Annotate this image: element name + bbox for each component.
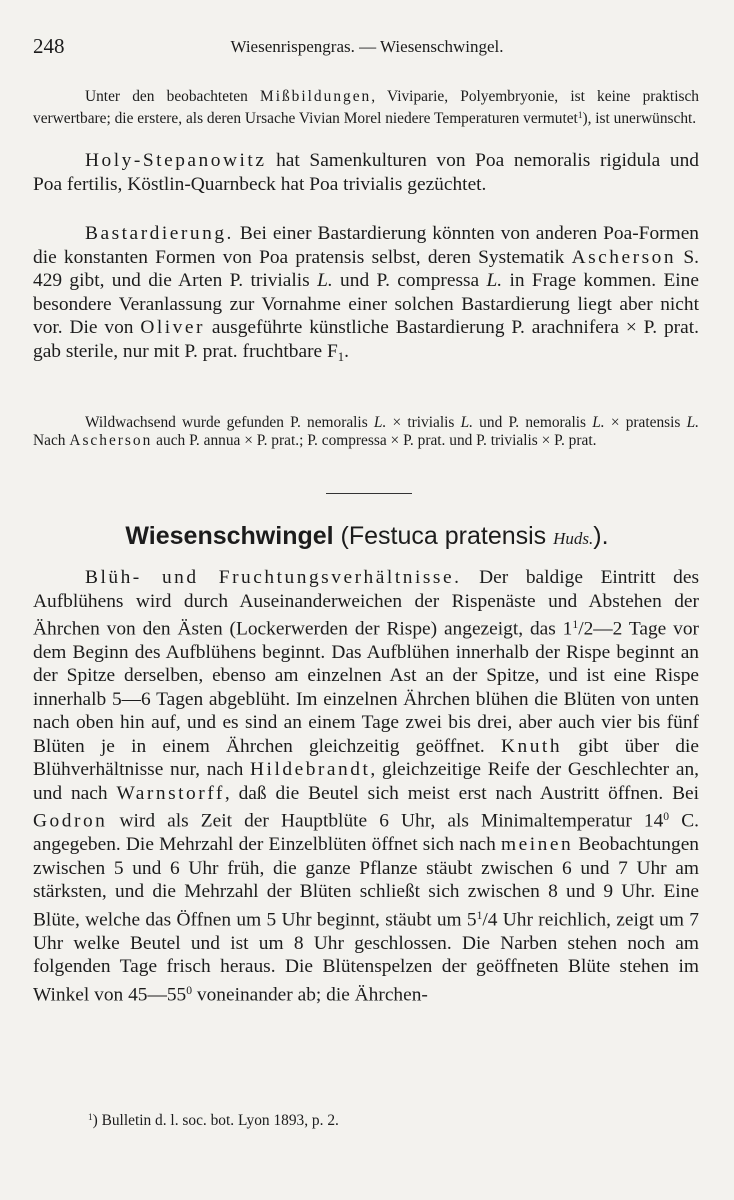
paragraph-hybridization: Bastardierung. Bei einer Bastardierung könnten von anderen Poa-Formen die konstanten Formen von Poa pratensis selbst, deren Systematik Ascherson S. 429 gibt, und die Arten P. trivialis L. und P. compressa L. in Frage kommen. Eine besondere Veranlassung zur Vornahme einer solchen Bastardierung liegt aber nicht vor. Die von Oliver ausgeführte künstliche Bastardierung P. arachnifera × P. prat. gab sterile, nur mit P. prat. fruchtbare $F_1$. xyxy=(33,223,699,364)
footnote-marker: 1 xyxy=(88,1112,93,1122)
emphasis-meinen: meinen xyxy=(500,834,574,856)
author-name: Hildebrandt xyxy=(250,759,371,781)
footnote-ref: 1 xyxy=(577,110,583,120)
section-divider xyxy=(326,493,412,494)
author-name: Warnstorff xyxy=(116,782,225,804)
heading-author: Huds. xyxy=(553,529,594,548)
term-missbildungen: Mißbildungen xyxy=(260,88,372,105)
paragraph-malformations: Unter den beobachteten Mißbildungen, Viviparie, Polyembryonie, ist keine praktisch verwertbare; die erstere, als deren Ursache Vivian Morel niedere Temperaturen vermutet$^1$), ist unerwünscht. xyxy=(33,88,699,128)
heading-title: Wiesenschwingel xyxy=(125,522,334,550)
page-number: 248 xyxy=(33,34,65,58)
author-name: Godron xyxy=(33,810,108,832)
footnote: $^1$) Bulletin d. l. soc. bot. Lyon 1893, p. 2. xyxy=(88,1112,339,1130)
section-heading: Wiesenschwingel (Festuca pratensis Huds.). xyxy=(125,522,609,550)
author-name: Ascherson xyxy=(571,246,677,268)
paragraph-seed-cultures: Holy-Stepanowitz hat Samenkulturen von Poa nemoralis rigidula und Poa fertilis, Köstlin-Quarnbeck hat Poa trivialis gezüchtet. xyxy=(33,150,699,195)
running-title: Wiesenrispengras. — Wiesenschwingel. xyxy=(230,37,504,56)
author-name: Holy-Stepanowitz xyxy=(85,150,267,171)
page-header xyxy=(33,34,701,60)
author-name: Oliver xyxy=(140,317,205,338)
author-name: Knuth xyxy=(500,735,563,757)
section-term: Blüh- und Fruchtungsverhältnisse. xyxy=(85,567,462,588)
paragraph-wild-hybrids: Wildwachsend wurde gefunden P. nemoralis L. × trivialis L. und P. nemoralis L. × pratensis L. Nach Ascherson auch P. annua × P. prat.; P. compressa × P. prat. und P. trivialis × P. prat. xyxy=(33,414,700,449)
paragraph-flowering: Blüh- und Fruchtungsverhältnisse. Der baldige Eintritt des Aufblühens wird durch Auseinanderweichen der Rispenäste und Abstehen der Ährchen von den Ästen (Lockerwerden der Rispe) angezeigt, das $1^1/2—2$ Tage vor dem Beginn des Aufblühens beginnt. Das Aufblühen innerhalb der Rispe beginnt an der Spitze derselben, ebenso am einzelnen Ast an der Spitze, und ist eine Rispe innerhalb 5—6 Tagen abgeblüht. Im einzelnen Ährchen blühen die Blüten von unten nach oben hin auf, und es sind an einem Tage zwei bis drei, aber auch vier bis fünf Blüten je in einem Ährchen gleichzeitig geöffnet. Knuth gibt über die Blühverhältnisse nur, nach Hildebrandt, gleichzeitige Reife der Geschlechter an, und nach Warnstorff, daß die Beutel sich meist erst nach Austritt öffnen. Bei Godron wird als Zeit der Hauptblüte 6 Uhr, als Minimaltemperatur $14^0$ C. angegeben. Die Mehrzahl der Einzelblüten öffnet sich nach meinen Beobachtungen zwischen 5 und 6 Uhr früh, die ganze Pflanze stäubt zwischen 6 und 7 Uhr am stärksten, und die Mehrzahl der Blüten schließt sich zwischen 8 und 9 Uhr. Eine Blüte, welche das Öffnen um 5 Uhr beginnt, stäubt um $5^1/4$ Uhr reichlich, zeigt um 7 Uhr welke Beutel und ist um 8 Uhr geschlossen. Die Narben stehen noch am folgenden Tage frisch heraus. Die Blütenspelzen der geöffneten Blüte stehen im Winkel von $45—55^0$ voneinander ab; die Ährchen- xyxy=(33,567,700,1006)
author-name: Ascherson xyxy=(69,432,153,449)
section-term: Bastardierung. xyxy=(85,223,234,244)
